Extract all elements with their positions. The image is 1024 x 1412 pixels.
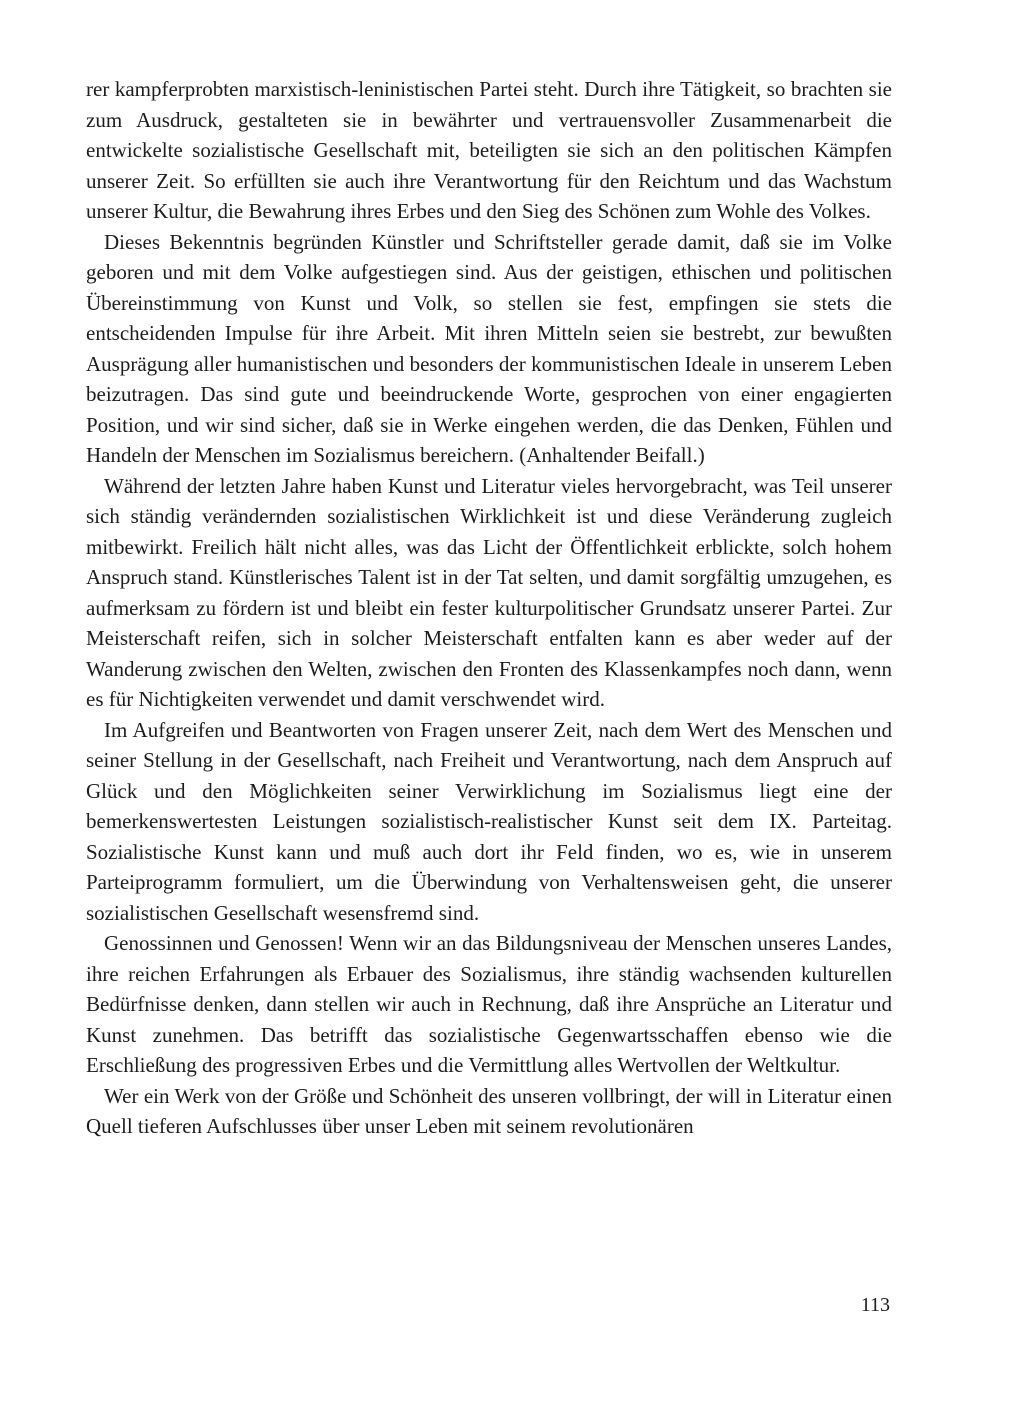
paragraph-1: rer kampferprobten marxistisch-leninistischen Partei steht. Durch ihre Tätigkeit, so brachten sie zum Ausdruck, gestalteten sie in bewährter und vertrauensvoller Zusammenarbeit die entwickelte sozialistische Gesellschaft mit, beteiligten sie sich an den politischen Kämpfen unserer Zeit. So erfüllten sie auch ihre Verantwortung für den Reichtum und das Wachstum unserer Kultur, die Bewahrung ihres Erbes und den Sieg des Schönen zum Wohle des Volkes. — [86, 77, 892, 223]
body-text — [86, 74, 892, 1142]
page-number: 113 — [860, 1294, 890, 1316]
paragraph-6: Wer ein Werk von der Größe und Schönheit des unseren vollbringt, der will in Literatur einen Quell tieferen Aufschlusses über unser Leben mit seinem revolutionären — [86, 1083, 892, 1138]
paragraph-2: Dieses Bekenntnis begründen Künstler und Schriftsteller gerade damit, daß sie im Volke geboren und mit dem Volke aufgestiegen sind. Aus der geistigen, ethischen und politischen Übereinstimmung von Kunst und Volk, so stellen sie fest, empfingen sie stets die entscheidenden Impulse für ihre Arbeit. Mit ihren Mitteln seien sie bestrebt, zur bewußten Ausprägung aller humanistischen und besonders der kommunistischen Ideale in unserem Leben beizutragen. Das sind gute und beeindruckende Worte, gesprochen von einer engagierten Position, und wir sind sicher, daß sie in Werke eingehen werden, die das Denken, Fühlen und Handeln der Menschen im Sozialismus bereichern. (Anhaltender Beifall.) — [86, 229, 892, 467]
paragraph-5: Genossinnen und Genossen! Wenn wir an das Bildungsniveau der Menschen unseres Landes, ihre reichen Erfahrungen als Erbauer des Sozialismus, ihre ständig wachsenden kulturellen Bedürfnisse denken, dann stellen wir auch in Rechnung, daß ihre Ansprüche an Literatur und Kunst zunehmen. Das betrifft das sozialistische Gegenwartsschaffen ebenso wie die Erschließung des progressiven Erbes und die Vermittlung alles Wertvollen der Weltkultur. — [86, 931, 892, 1077]
paragraph-4: Im Aufgreifen und Beantworten von Fragen unserer Zeit, nach dem Wert des Menschen und seiner Stellung in der Gesellschaft, nach Freiheit und Verantwortung, nach dem Anspruch auf Glück und den Möglichkeiten seiner Verwirklichung im Sozialismus liegt eine der bemerkenswertesten Leistungen sozialistisch-realistischer Kunst seit dem IX. Parteitag. Sozialistische Kunst kann und muß auch dort ihr Feld finden, wo es, wie in unserem Parteiprogramm formuliert, um die Überwindung von Verhaltensweisen geht, die unserer sozialistischen Gesellschaft wesensfremd sind. — [86, 717, 892, 925]
paragraph-3: Während der letzten Jahre haben Kunst und Literatur vieles hervorgebracht, was Teil unserer sich ständig verändernden sozialistischen Wirklichkeit ist und diese Veränderung zugleich mitbewirkt. Freilich hält nicht alles, was das Licht der Öffentlichkeit erblickte, solch hohem Anspruch stand. Künstlerisches Talent ist in der Tat selten, und damit sorgfältig umzugehen, es aufmerksam zu fördern ist und bleibt ein fester kulturpolitischer Grundsatz unserer Partei. Zur Meisterschaft reifen, sich in solcher Meisterschaft entfalten kann es aber weder auf der Wanderung zwischen den Welten, zwischen den Fronten des Klassenkampfes noch dann, wenn es für Nichtigkeiten verwendet und damit verschwendet wird. — [86, 473, 892, 711]
